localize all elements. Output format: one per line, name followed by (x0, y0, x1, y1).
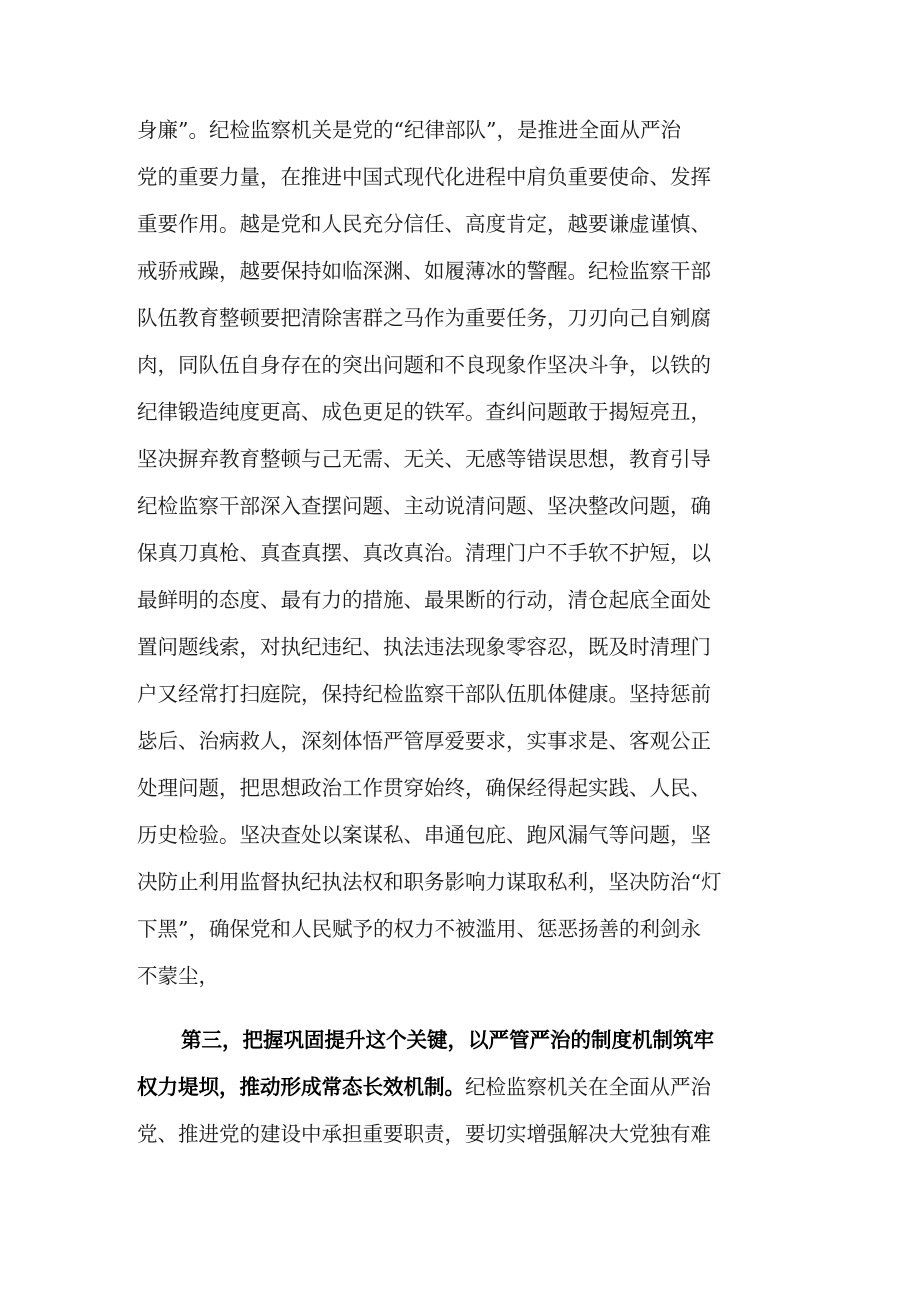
paragraph-line: 纪律锻造纯度更高、成色更足的铁军。查纠问题敢于揭短亮丑， (137, 400, 711, 424)
paragraph-line: 历史检验。坚决查处以案谋私、串通包庇、跑风漏气等问题，坚 (137, 823, 711, 847)
paragraph-line: 党、推进党的建设中承担重要职责，要切实增强解决大党独有难 (137, 1122, 711, 1146)
paragraph-line: 肉，同队伍自身存在的突出问题和不良现象作坚决斗争，以铁的 (137, 353, 711, 377)
paragraph-line: 处理问题，把思想政治工作贯穿始终，确保经得起实践、人民、 (137, 776, 711, 800)
paragraph-line: 党的重要力量，在推进中国式现代化进程中肩负重要使命、发挥 (137, 165, 711, 189)
paragraph-line: 不蒙尘， (137, 964, 219, 988)
paragraph-line: 下黑”，确保党和人民赋予的权力不被滥用、惩恶扬善的利剑永 (137, 917, 701, 941)
paragraph-line (181, 1028, 714, 1052)
paragraph-line: 毖后、治病救人，深刻体悟严管厚爱要求，实事求是、客观公正 (137, 729, 711, 753)
paragraph-line: 坚决摒弃教育整顿与己无需、无关、无感等错误思想，教育引导 (137, 447, 711, 471)
paragraph-line: 纪检监察干部深入查摆问题、主动说清问题、坚决整改问题，确 (137, 494, 711, 518)
paragraph-line: 戒骄戒躁，越要保持如临深渊、如履薄冰的警醒。纪检监察干部 (137, 259, 711, 283)
paragraph-line: 重要作用。越是党和人民充分信任、高度肯定，越要谦虚谨慎、 (137, 212, 711, 236)
paragraph-line: 户又经常打扫庭院，保持纪检监察干部队伍肌体健康。坚持惩前 (137, 682, 711, 706)
paragraph-text: 纪检监察机关在全面从严治 (465, 1075, 711, 1099)
section-heading-part-1: 第三，把握巩固提升这个关键，以严管严治的制度机制筑牢 (181, 1028, 714, 1052)
paragraph-line: 身廉”。纪检监察机关是党的“纪律部队”，是推进全面从严治 (137, 118, 681, 142)
paragraph-line: 决防止利用监督执纪执法权和职务影响力谋取私利，坚决防治“灯 (137, 870, 722, 894)
paragraph-line: 保真刀真枪、真查真摆、真改真治。清理门户不手软不护短，以 (137, 541, 711, 565)
section-heading-part-2: 权力堤坝，推动形成常态长效机制。 (137, 1075, 465, 1099)
paragraph-line: 队伍教育整顿要把清除害群之马作为重要任务，刀刃向己自剜腐 (137, 306, 711, 330)
paragraph-line (137, 1075, 711, 1099)
paragraph-line: 最鲜明的态度、最有力的措施、最果断的行动，清仓起底全面处 (137, 588, 711, 612)
paragraph-line: 置问题线索，对执纪违纪、执法违法现象零容忍，既及时清理门 (137, 635, 711, 659)
